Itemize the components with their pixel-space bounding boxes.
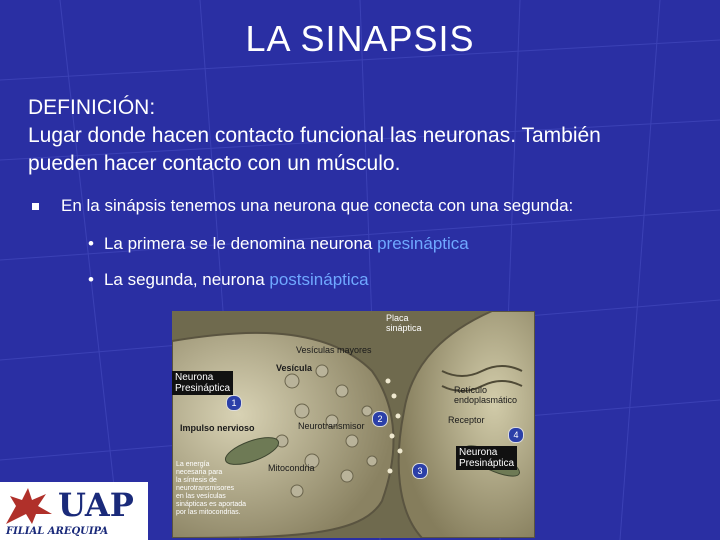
label-energia-mitocondrias: La energía necesaria para la síntesis de neurotransmisores en las vesículas sinápticas es aportada por las mitocondrias. [176, 461, 247, 516]
definition-block [28, 94, 708, 178]
label-neurona-presinaptica-1: Neurona Presináptica [172, 371, 233, 395]
marker-2: 2 [372, 411, 388, 427]
label-neurotransmisor: Neurotransmisor [298, 421, 365, 431]
definition-line-2: pueden hacer contacto con un músculo. [28, 152, 401, 175]
sub-bullet-1-bold: neurona [309, 234, 373, 253]
marker-3: 3 [412, 463, 428, 479]
main-bullet-text: En la sinápsis tenemos una neurona que conecta con una segunda: [61, 196, 574, 215]
uap-logo [0, 482, 148, 540]
griffin-icon [2, 484, 58, 528]
sub-bullet-2-bold: neurona [202, 270, 265, 289]
label-impulso-nervioso: Impulso nervioso [180, 423, 255, 433]
sub-bullet-2-highlight: postsináptica [264, 270, 369, 289]
slide-title: LA SINAPSIS [245, 18, 475, 59]
label-vesiculas-mayores: Vesículas mayores [296, 345, 372, 355]
sub-bullet-1-text: La primera se le denomina [103, 234, 310, 253]
label-mitocondria: Mitocondria [268, 463, 315, 473]
marker-1: 1 [226, 395, 242, 411]
sub-bullet-1-highlight: presináptica [372, 234, 469, 253]
label-neurona-presinaptica-2: Neurona Presináptica [456, 446, 517, 470]
definition-colon: : [149, 96, 156, 119]
logo-subtitle: FILIAL AREQUIPA [6, 526, 109, 537]
main-bullet [32, 196, 573, 216]
square-bullet-icon [32, 203, 39, 210]
definition-heading: DEFINICIÓN [28, 96, 150, 119]
bullet-dot-icon: • [88, 270, 94, 289]
marker-4: 4 [508, 427, 524, 443]
label-reticulo-endoplasmatico: Retículo endoplasmático [454, 385, 518, 405]
logo-text: UAP [58, 486, 134, 524]
label-vesicula: Vesícula [276, 363, 313, 373]
label-receptor: Receptor [448, 415, 485, 425]
bullet-dot-icon: • [88, 234, 94, 253]
label-placa-sinaptica: Placa sináptica [386, 313, 422, 333]
synapse-illustration [172, 311, 535, 538]
sub-bullet-1 [88, 234, 469, 254]
sub-bullet-2 [88, 270, 369, 290]
sub-bullet-2-text: La segunda, [103, 270, 203, 289]
definition-line-1: Lugar donde hacen contacto funcional las neuronas. También [28, 124, 601, 147]
